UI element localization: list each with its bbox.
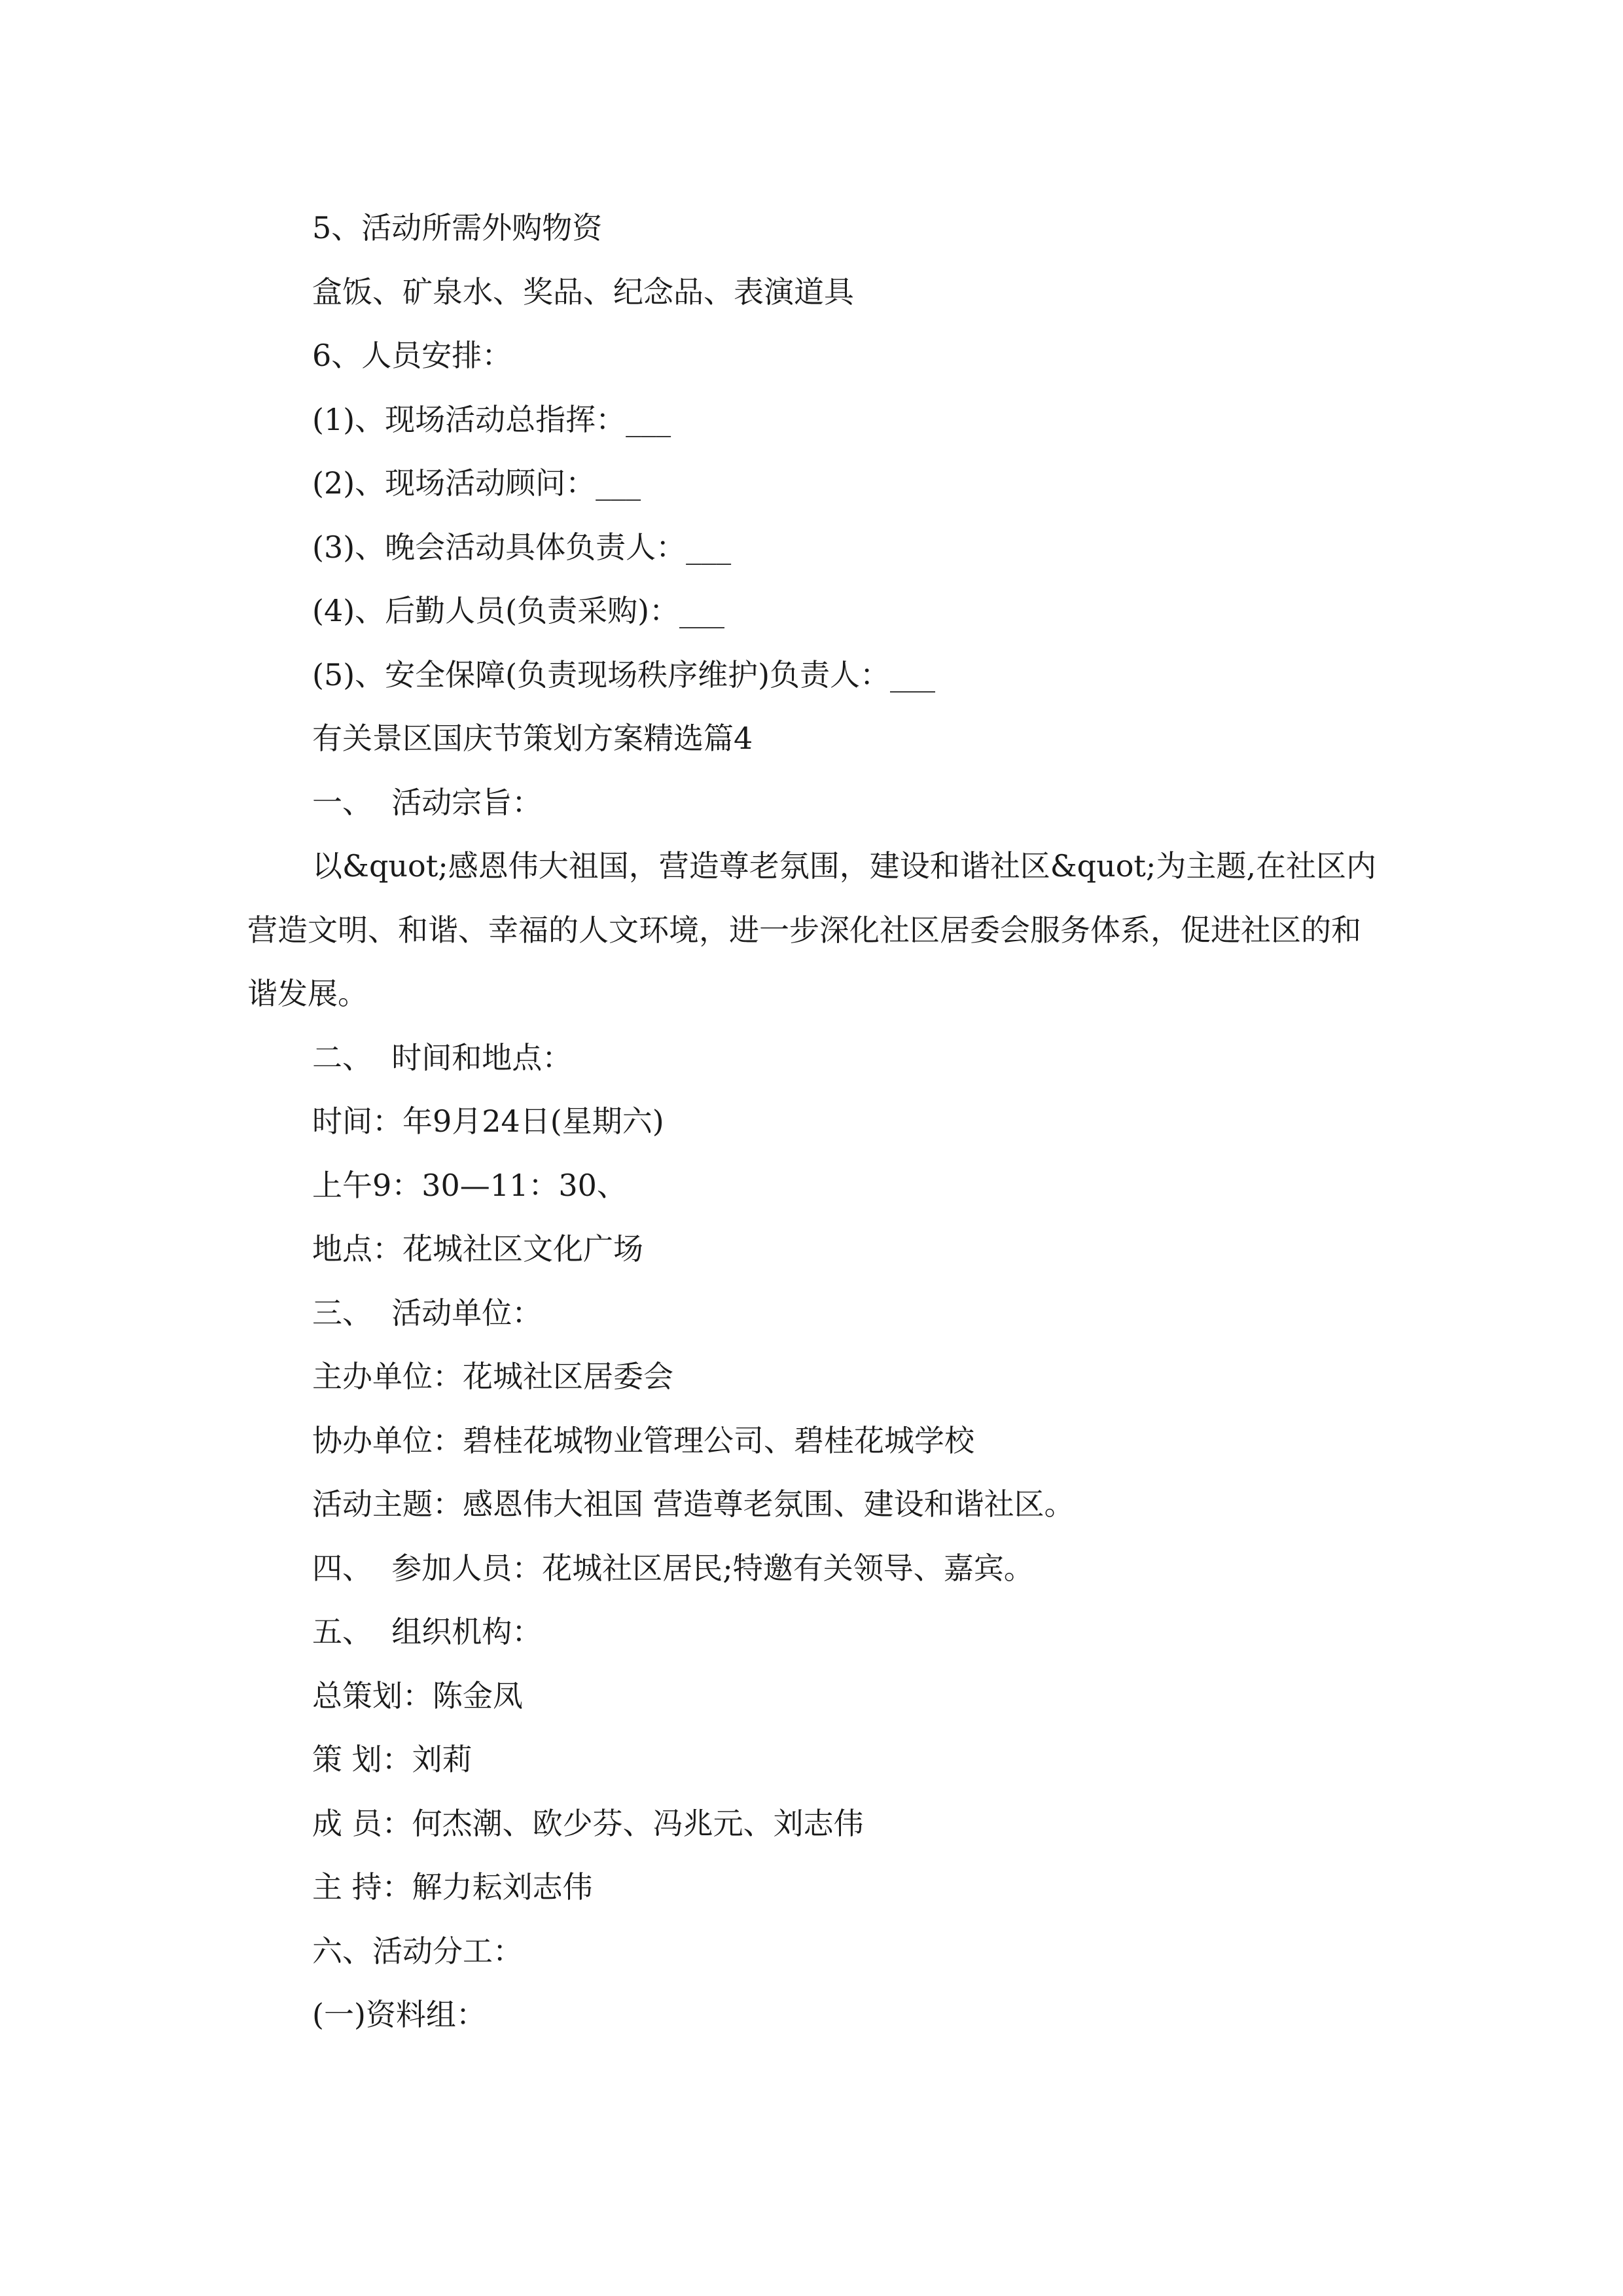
- staff-line: (4)、后勤人员(负责采购)：___: [312, 593, 725, 628]
- body-paragraph: 以&quot;感恩伟大祖国，营造尊老氛围，建设和谐社区&quot;为主题,在社区内营造文明、和谐、幸福的人文环境，进一步深化社区居委会服务体系，促进社区的和谐发展。: [247, 848, 1377, 1011]
- body-paragraph: 协办单位：碧桂花城物业管理公司、碧桂花城学校: [312, 1422, 974, 1458]
- staff-line: (5)、安全保障(负责现场秩序维护)负责人：___: [312, 656, 936, 692]
- body-paragraph: 地点：花城社区文化广场: [312, 1231, 643, 1266]
- body-paragraph: 活动主题：感恩伟大祖国 营造尊老氛围、建设和谐社区。: [312, 1486, 1075, 1522]
- sub-heading: (一)资料组：: [312, 1997, 486, 2032]
- body-paragraph: 策 划：刘莉: [312, 1742, 473, 1777]
- body-paragraph: 盒饭、矿泉水、奖品、纪念品、表演道具: [312, 274, 854, 310]
- document-body: [247, 196, 1378, 2047]
- staff-line: (1)、现场活动总指挥：___: [312, 401, 671, 437]
- section-heading: 一、 活动宗旨：: [312, 784, 543, 820]
- body-paragraph: 上午9：30—11：30、: [312, 1167, 627, 1203]
- section-heading: 三、 活动单位：: [312, 1295, 543, 1331]
- section-title: 有关景区国庆节策划方案精选篇4: [312, 721, 753, 756]
- body-paragraph: 成 员：何杰潮、欧少芬、冯兆元、刘志伟: [312, 1805, 864, 1841]
- staff-line: (2)、现场活动顾问：___: [312, 465, 641, 501]
- item-heading: 5、活动所需外购物资: [312, 210, 603, 245]
- item-heading: 6、人员安排：: [312, 338, 512, 373]
- body-paragraph: 主办单位：花城社区居委会: [312, 1359, 673, 1394]
- section-heading: 二、 时间和地点：: [312, 1039, 573, 1075]
- body-paragraph: 主 持：解力耘刘志伟: [312, 1869, 593, 1905]
- section-heading: 五、 组织机构：: [312, 1614, 543, 1649]
- section-heading: 四、 参加人员：花城社区居民;特邀有关领导、嘉宾。: [312, 1550, 1034, 1586]
- staff-line: (3)、晚会活动具体负责人：___: [312, 529, 732, 565]
- body-paragraph: 总策划：陈金凤: [312, 1677, 523, 1713]
- section-heading: 六、活动分工：: [312, 1933, 523, 1969]
- body-paragraph: 时间：年9月24日(星期六): [312, 1103, 664, 1139]
